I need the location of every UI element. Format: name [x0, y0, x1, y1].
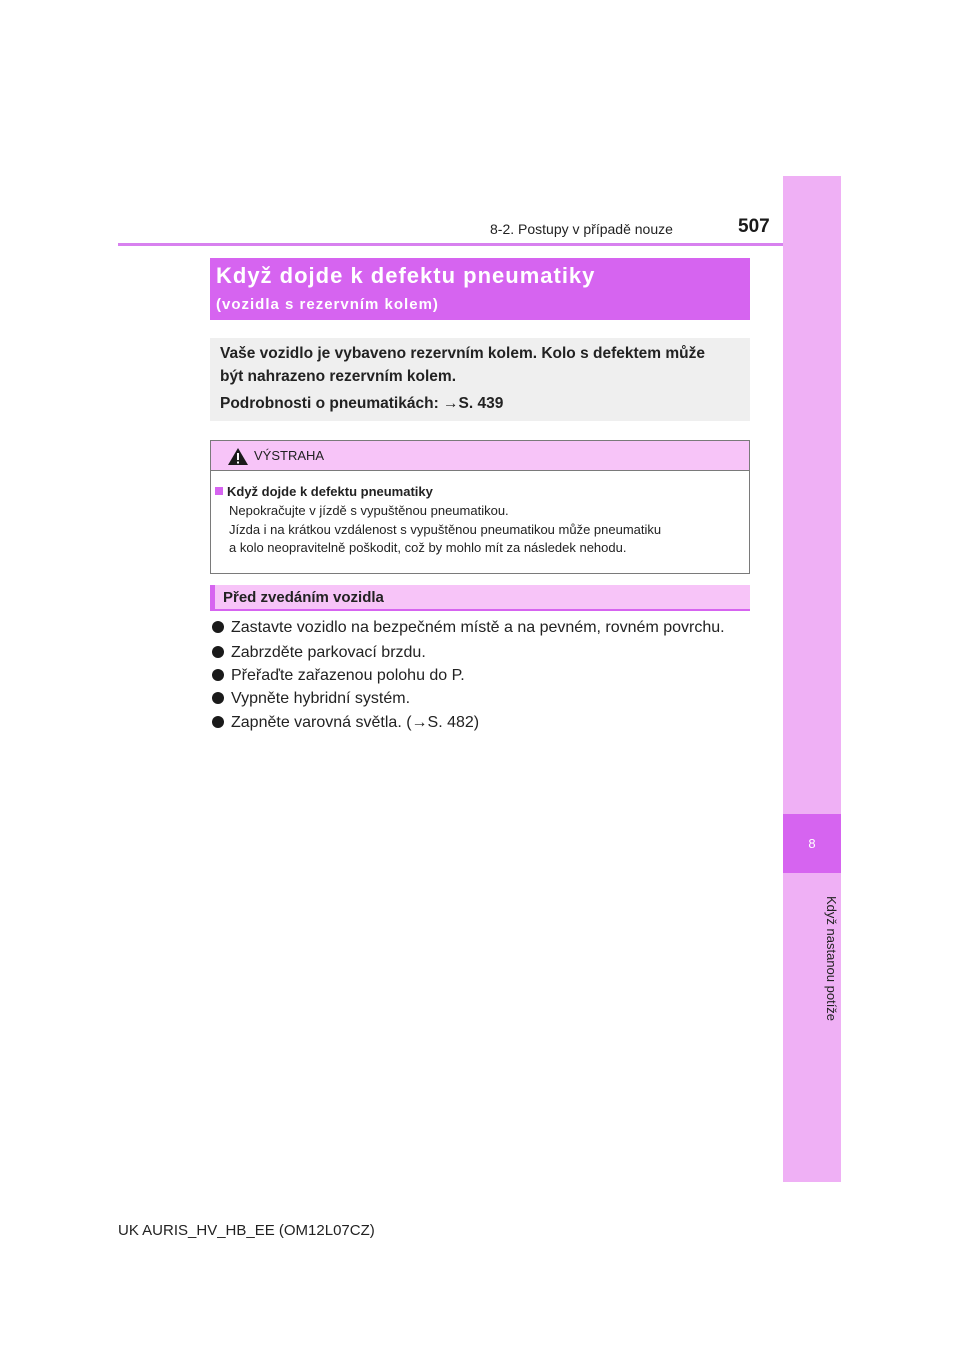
list-item: [212, 667, 465, 685]
section-heading-bar: [210, 585, 750, 611]
square-bullet-icon: [215, 487, 223, 495]
list-item: [212, 619, 725, 637]
bullet-dot-icon: [212, 669, 224, 681]
list-item-text: Zabrzděte parkovací brzdu.: [231, 644, 426, 661]
list-item-text: Přeřaďte zařazenou polohu do P.: [231, 667, 465, 684]
bullet-dot-icon: [212, 646, 224, 658]
warning-triangle-icon: [227, 447, 249, 466]
list-item-text: Zapněte varovná světla. (→S. 482): [231, 714, 480, 731]
bullet-dot-icon: [212, 692, 224, 704]
header-divider: [118, 243, 783, 246]
intro-box: [210, 338, 750, 421]
warning-subheading-text: Když dojde k defektu pneumatiky: [227, 484, 433, 499]
list-item-text: Zastavte vozidlo na bezpečném místě a na pevném, rovném povrchu.: [231, 619, 725, 636]
page-title: Když dojde k defektu pneumatiky: [216, 263, 596, 288]
page-title-box: [210, 258, 750, 320]
warning-text-line: Jízda i na krátkou vzdálenost s vypuštěnou pneumatikou může pneumatiku: [229, 522, 662, 537]
footer-document-code: UK AURIS_HV_HB_EE (OM12L07CZ): [118, 1222, 375, 1239]
section-heading: Před zvedáním vozidla: [223, 589, 384, 606]
intro-line-1: Vaše vozidlo je vybaveno rezervním kolem. Kolo s defektem může: [220, 345, 705, 362]
bullet-dot-icon: [212, 621, 224, 633]
warning-subheading: [215, 484, 433, 499]
list-item: [212, 714, 479, 732]
page-number: 507: [738, 216, 770, 237]
chapter-number: 8: [783, 814, 841, 873]
chapter-side-tab: [783, 176, 841, 1182]
header-section-title: 8-2. Postupy v případě nouze: [490, 221, 673, 237]
intro-line-3: Podrobnosti o pneumatikách: →S. 439: [220, 395, 504, 412]
section-accent: [210, 585, 215, 611]
warning-label: VÝSTRAHA: [254, 448, 325, 463]
list-item: [212, 690, 410, 708]
bullet-dot-icon: [212, 716, 224, 728]
intro-line-2: být nahrazeno rezervním kolem.: [220, 368, 457, 385]
chapter-title: Když nastanou potíže: [824, 896, 839, 1022]
page-subtitle: (vozidla s rezervním kolem): [216, 296, 439, 313]
list-item-text: Vypněte hybridní systém.: [231, 690, 411, 707]
warning-text-line: a kolo neopravitelně poškodit, což by mohlo mít za následek nehodu.: [229, 540, 627, 555]
warning-box: [210, 440, 750, 574]
warning-text-line: Nepokračujte v jízdě s vypuštěnou pneumatikou.: [229, 503, 509, 518]
list-item: [212, 644, 426, 662]
warning-header: [211, 441, 749, 471]
